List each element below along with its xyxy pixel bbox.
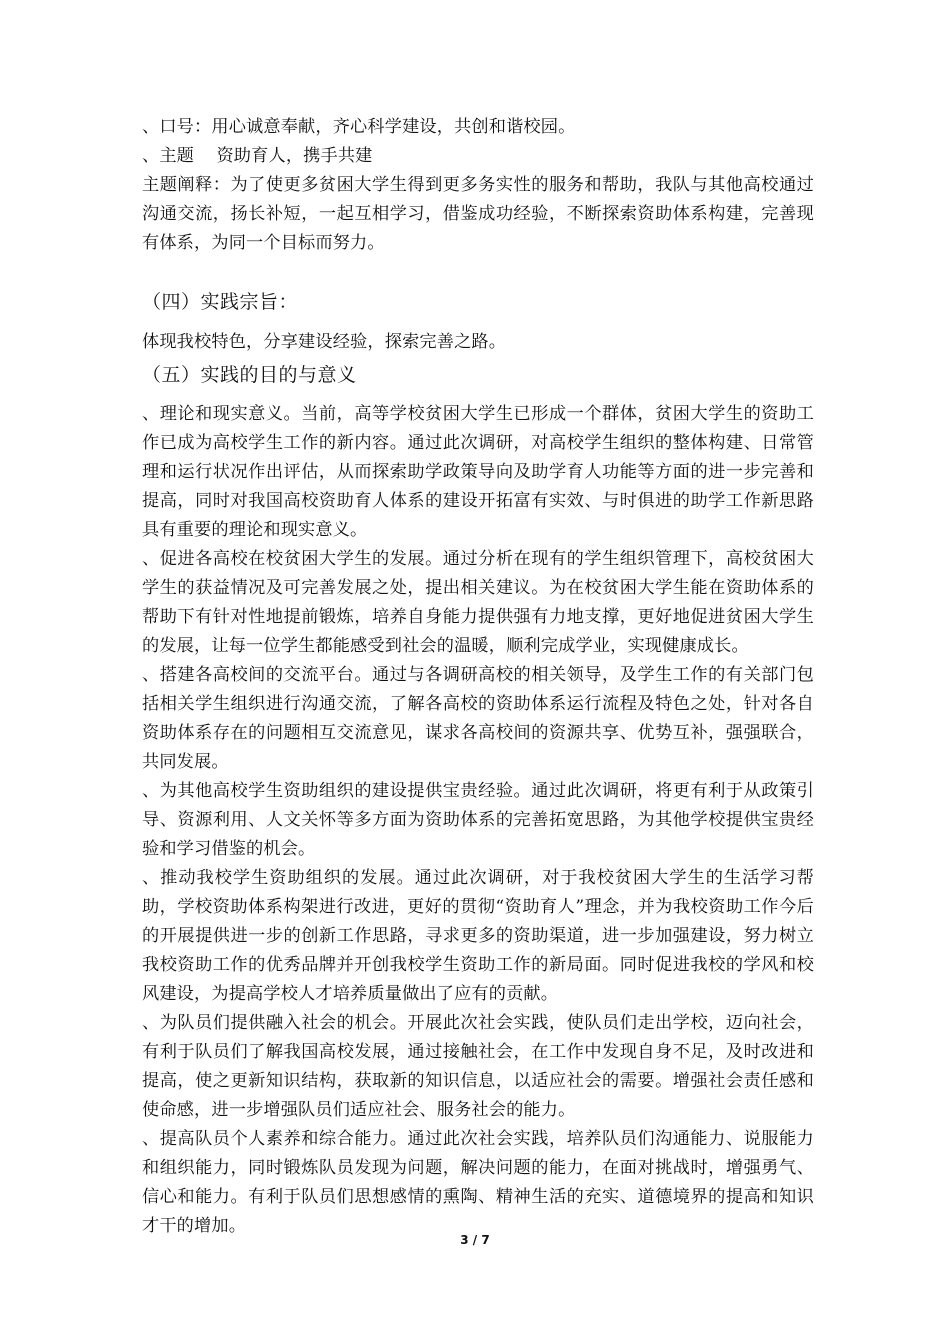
section-5-heading: （五）实践的目的与意义	[142, 364, 357, 386]
slogan-line: 、口号：用心诚意奉献，齐心科学建设，共创和谐校园。	[142, 117, 576, 137]
theme-explanation: 主题阐释：为了使更多贫困大学生得到更多务实性的服务和帮助，我队与其他高校通过沟通交流，扬长补短，一起互相学习，借鉴成功经验，不断探索资助体系构建，完善现有体系，为同一个目标而努力。	[142, 175, 814, 253]
page-content	[142, 113, 814, 1241]
section-5-item: 、促进各高校在校贫困大学生的发展。通过分析在现有的学生组织管理下，高校贫困大学生的获益情况及可完善发展之处，提出相关建议。为在校贫困大学生能在资助体系的帮助下有针对性地提前锻炼，培养自身能力提供强有力地支撑，更好地促进贫困大学生的发展，让每一位学生都能感受到社会的温暖，顺利完成学业，实现健康成长。	[142, 549, 814, 656]
section-5-item: 、为其他高校学生资助组织的建设提供宝贵经验。通过此次调研，将更有利于从政策引导、资源利用、人文关怀等多方面为资助体系的完善拓宽思路，为其他学校提供宝贵经验和学习借鉴的机会。	[142, 781, 814, 859]
page-number: 3 / 7	[460, 1233, 490, 1247]
section-5-item: 、提高队员个人素养和综合能力。通过此次社会实践，培养队员们沟通能力、说服能力和组织能力，同时锻炼队员发现为问题，解决问题的能力，在面对挑战时，增强勇气、信心和能力。有利于队员们思想感情的熏陶、精神生活的充实、道德境界的提高和知识才干的增加。	[142, 1129, 814, 1236]
section-5-item: 、理论和现实意义。当前，高等学校贫困大学生已形成一个群体，贫困大学生的资助工作已成为高校学生工作的新内容。通过此次调研，对高校学生组织的整体构建、日常管理和运行状况作出评估，从而探索助学政策导向及助学育人功能等方面的进一步完善和提高，同时对我国高校资助育人体系的建设开拓富有实效、与时俱进的助学工作新思路具有重要的理论和现实意义。	[142, 404, 814, 540]
theme-line: 、主题 资助育人，携手共建	[142, 146, 373, 166]
section-5-item: 、为队员们提供融入社会的机会。开展此次社会实践，使队员们走出学校，迈向社会，有利于队员们了解我国高校发展，通过接触社会，在工作中发现自身不足，及时改进和提高，使之更新知识结构，获取新的知识信息，以适应社会的需要。增强社会责任感和使命感，进一步增强队员们适应社会、服务社会的能力。	[142, 1013, 814, 1120]
section-4-heading: （四）实践宗旨：	[142, 291, 299, 313]
section-5-item: 、搭建各高校间的交流平台。通过与各调研高校的相关领导，及学生工作的有关部门包括相关学生组织进行沟通交流，了解各高校的资助体系运行流程及特色之处，针对各自资助体系存在的问题相互交流意见，谋求各高校间的资源共享、优势互补，强强联合，共同发展。	[142, 665, 814, 772]
section-5-item: 、推动我校学生资助组织的发展。通过此次调研，对于我校贫困大学生的生活学习帮助，学校资助体系构架进行改进，更好的贯彻“资助育人”理念，并为我校资助工作今后的开展提供进一步的创新工作思路，寻求更多的资助渠道，进一步加强建设，努力树立我校资助工作的优秀品牌并开创我校学生资助工作的新局面。同时促进我校的学风和校风建设，为提高学校人才培养质量做出了应有的贡献。	[142, 868, 814, 1004]
section-4-body: 体现我校特色，分享建设经验，探索完善之路。	[142, 332, 507, 352]
